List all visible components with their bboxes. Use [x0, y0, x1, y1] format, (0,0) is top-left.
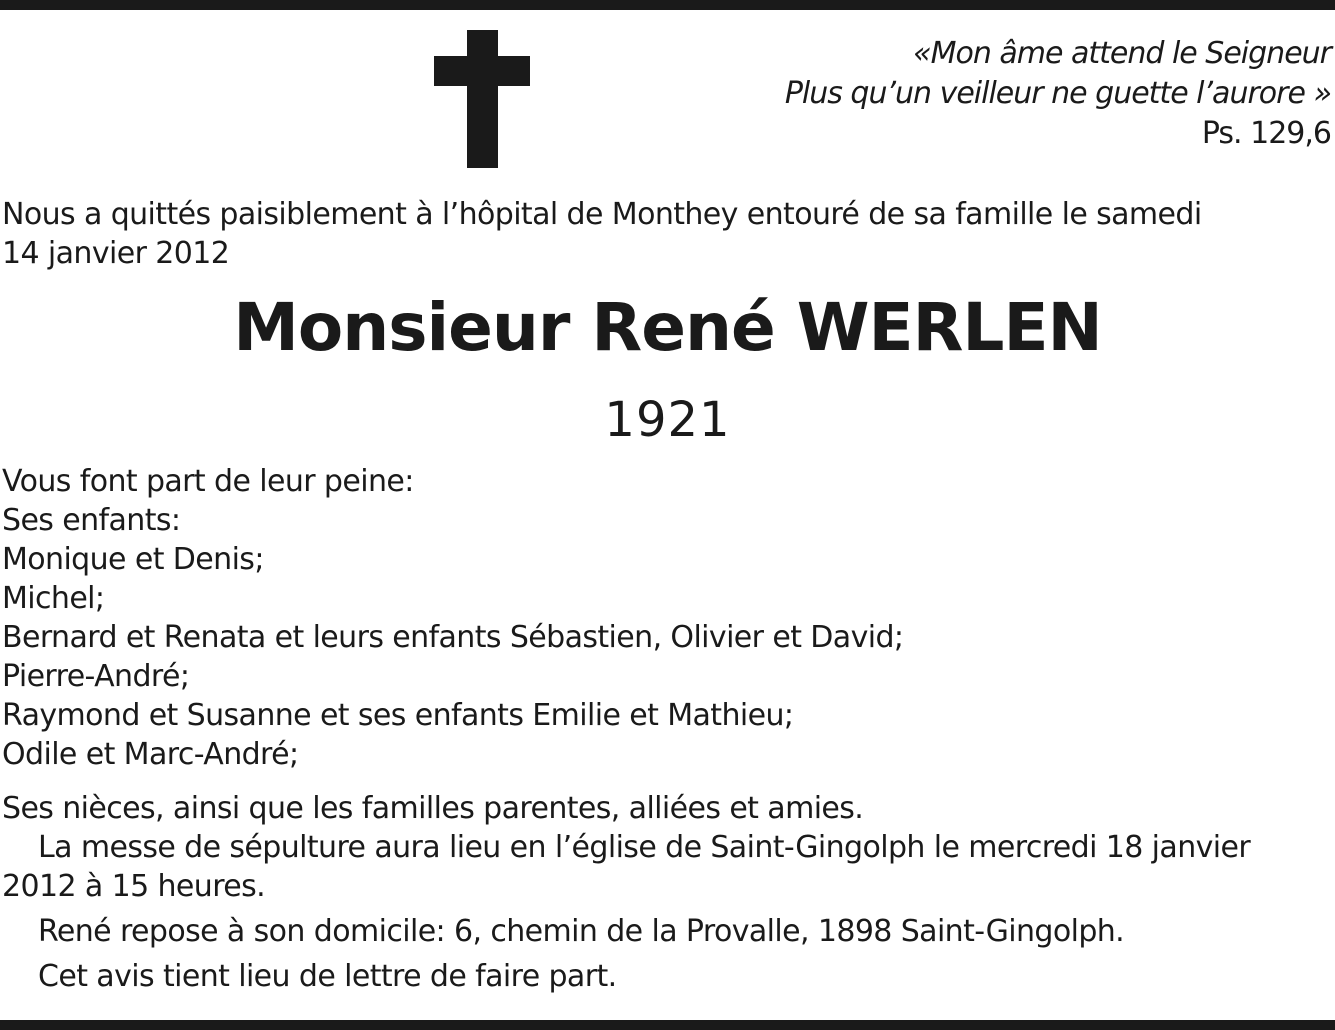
intro-paragraph: [2, 195, 1202, 273]
intro-line-1: Nous a quittés paisiblement à l’hôpital de Monthey entouré de sa famille le samedi: [2, 197, 1202, 232]
intro-line-2: 14 janvier 2012: [2, 236, 230, 271]
cross-icon: [434, 30, 530, 168]
family-heading: Vous font part de leur peine:: [2, 464, 414, 499]
bottom-rule: [0, 1020, 1335, 1030]
children-heading: Ses enfants:: [2, 503, 181, 538]
quote-line-2: Plus qu’un veilleur ne guette l’aurore »: [784, 76, 1331, 111]
child-entry: Pierre-André;: [2, 659, 190, 694]
mass-line-1: La messe de sépulture aura lieu en l’église de Saint-Gingolph le mercredi 18 janvier: [38, 830, 1251, 865]
relatives-line: Ses nièces, ainsi que les familles parentes, alliées et amies.: [2, 791, 864, 826]
psalm-quote: [785, 34, 1331, 154]
child-entry: Michel;: [2, 581, 105, 616]
deceased-name: Monsieur René WERLEN: [233, 289, 1102, 366]
quote-line-1: «Mon âme attend le Seigneur: [913, 36, 1331, 71]
child-entry: Monique et Denis;: [2, 542, 264, 577]
details-block: [2, 789, 1250, 996]
child-entry: Odile et Marc-André;: [2, 737, 299, 772]
mass-line-2: 2012 à 15 heures.: [2, 869, 266, 904]
residence-line: René repose à son domicile: 6, chemin de la Provalle, 1898 Saint-Gingolph.: [38, 914, 1125, 949]
birth-year: 1921: [604, 392, 731, 448]
top-rule: [0, 0, 1335, 10]
child-entry: Raymond et Susanne et ses enfants Emilie et Mathieu;: [2, 698, 794, 733]
child-entry: Bernard et Renata et leurs enfants Sébastien, Olivier et David;: [2, 620, 904, 655]
family-list: [2, 462, 903, 774]
quote-reference: Ps. 129,6: [1201, 116, 1331, 151]
notice-line: Cet avis tient lieu de lettre de faire part.: [38, 959, 617, 994]
